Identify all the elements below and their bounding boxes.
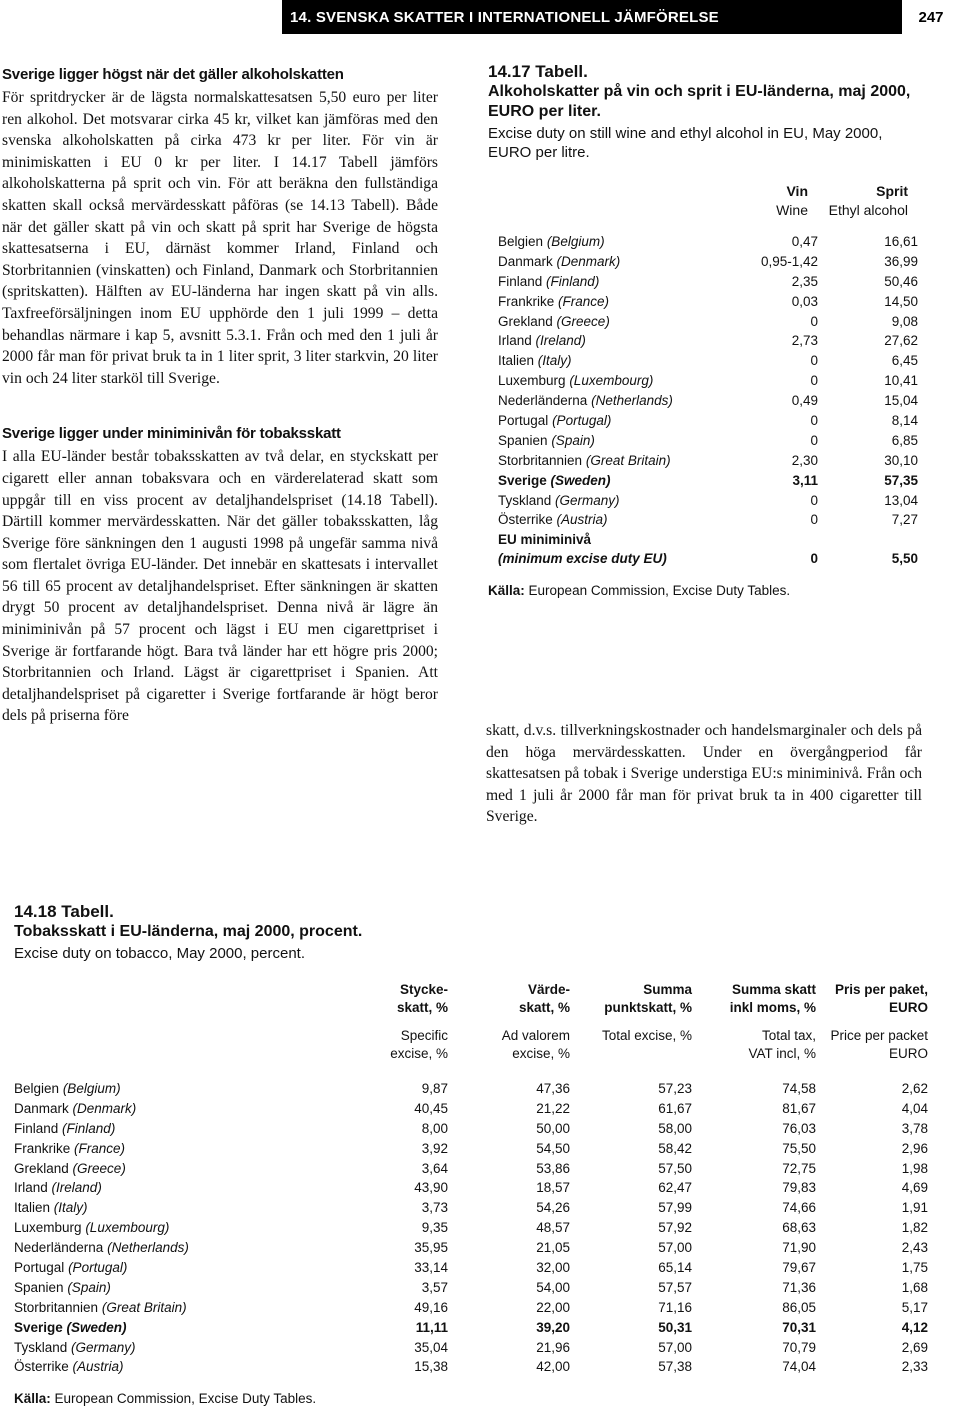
table-row [14, 1178, 930, 1198]
country-name: Spanien [14, 1279, 64, 1295]
country-name-en: (Great Britain) [101, 1299, 187, 1315]
country-cell [14, 1159, 320, 1179]
value-cell: 21,05 [536, 1240, 570, 1256]
country-name-en: (Portugal) [68, 1260, 128, 1276]
country-name: Portugal [498, 413, 549, 429]
country-name-en: (Germany) [555, 492, 620, 508]
section-heading-alcohol: Sverige ligger högst när det gäller alkoholskatten [2, 66, 344, 83]
col-header-sv1: Stycke- [399, 982, 448, 997]
col-header-sv1: Summa [643, 982, 692, 997]
sprit-value: 8,14 [891, 413, 918, 429]
country-name: Tyskland [14, 1339, 68, 1355]
country-name: Tyskland [498, 492, 552, 508]
eu-min-vin: 0 [810, 551, 818, 567]
value-cell: 58,00 [658, 1120, 692, 1136]
country-cell [498, 292, 724, 312]
country-cell [498, 411, 724, 431]
country-name-en: (Finland) [546, 273, 600, 289]
value-cell: 15,38 [414, 1359, 448, 1375]
sprit-value: 50,46 [884, 273, 918, 289]
value-cell: 86,05 [782, 1299, 816, 1315]
table-source [14, 1391, 930, 1406]
table-body [488, 232, 916, 530]
country-cell [14, 1338, 320, 1358]
col-header [816, 981, 928, 1063]
vin-value: 0 [810, 432, 818, 448]
value-cell: 76,03 [782, 1120, 816, 1136]
value-cell: 3,73 [421, 1200, 448, 1216]
value-cell: 22,00 [536, 1299, 570, 1315]
sprit-value: 36,99 [884, 253, 918, 269]
value-cell: 2,33 [901, 1359, 928, 1375]
country-cell [498, 491, 724, 511]
col-header-sv1: Värde- [527, 982, 570, 997]
table-row [488, 391, 916, 411]
value-cell: 74,66 [782, 1200, 816, 1216]
col-header-sv1: Pris per paket, [834, 982, 928, 997]
col-header [320, 981, 448, 1063]
value-cell: 4,04 [901, 1100, 928, 1116]
eu-min-row [488, 549, 916, 569]
value-cell: 3,64 [421, 1160, 448, 1176]
col-header-sv2: punktskatt, % [604, 1000, 692, 1015]
col-header-sv2: skatt, % [518, 1000, 570, 1015]
value-cell: 48,57 [536, 1220, 570, 1236]
country-name-en: (Netherlands) [107, 1240, 189, 1256]
sprit-value: 7,27 [891, 512, 918, 528]
value-cell: 21,96 [536, 1339, 570, 1355]
vin-value: 2,35 [791, 273, 818, 289]
col-header [692, 981, 816, 1063]
country-name-en: (Luxembourg) [569, 373, 654, 389]
country-cell [14, 1178, 320, 1198]
country-name-en: (Portugal) [552, 413, 612, 429]
table-row [14, 1258, 930, 1278]
country-cell [14, 1298, 320, 1318]
vin-value: 0,03 [791, 293, 818, 309]
table-row [488, 431, 916, 451]
value-cell: 1,68 [901, 1279, 928, 1295]
col-header-en1: Specific [400, 1028, 448, 1043]
value-cell: 33,14 [414, 1260, 448, 1276]
country-name: Luxemburg [14, 1220, 82, 1236]
country-name: Danmark [498, 253, 553, 269]
col-header-en2: EURO [888, 1046, 928, 1061]
table-row [14, 1357, 930, 1377]
value-cell: 40,45 [414, 1100, 448, 1116]
country-name: Storbritannien [14, 1299, 99, 1315]
table-row [14, 1318, 930, 1338]
value-cell: 70,79 [782, 1339, 816, 1355]
value-cell: 79,67 [782, 1260, 816, 1276]
col-header-sv2: inkl moms, % [729, 1000, 816, 1015]
table-row [14, 1159, 930, 1179]
value-cell: 2,43 [901, 1240, 928, 1256]
country-name-en: (Austria) [72, 1359, 124, 1375]
value-cell: 54,50 [536, 1140, 570, 1156]
value-cell: 47,36 [536, 1081, 570, 1096]
country-name-en: (Belgium) [546, 234, 605, 249]
sprit-value: 6,45 [891, 353, 918, 369]
col-header-en1: Price per packet [830, 1028, 928, 1043]
table-row [14, 1139, 930, 1159]
value-cell: 1,75 [901, 1260, 928, 1276]
table-row [488, 232, 916, 252]
value-cell: 74,58 [782, 1081, 816, 1096]
value-cell: 79,83 [782, 1180, 816, 1196]
value-cell: 49,16 [414, 1299, 448, 1315]
table-row [14, 1099, 930, 1119]
country-cell [14, 1079, 320, 1099]
country-name: Finland [14, 1120, 59, 1136]
value-cell: 57,50 [658, 1160, 692, 1176]
vin-value: 0 [810, 512, 818, 528]
table-row [488, 510, 916, 530]
value-cell: 2,69 [901, 1339, 928, 1355]
country-cell [498, 272, 724, 292]
country-name: Portugal [14, 1260, 65, 1276]
value-cell: 75,50 [782, 1140, 816, 1156]
value-cell: 1,98 [901, 1160, 928, 1176]
source-label: Källa: [488, 583, 525, 599]
sprit-value: 13,04 [884, 492, 918, 508]
country-name-en: (France) [74, 1140, 126, 1156]
table-source [488, 583, 916, 598]
table-row [14, 1298, 930, 1318]
value-cell: 57,57 [658, 1279, 692, 1295]
page-number: 247 [902, 0, 960, 34]
country-name-en: (Denmark) [72, 1100, 137, 1116]
left-column [2, 66, 438, 727]
table-number: 14.17 Tabell. [488, 62, 588, 81]
value-cell: 32,00 [536, 1260, 570, 1276]
value-cell: 18,57 [536, 1180, 570, 1196]
value-cell: 8,00 [421, 1120, 448, 1136]
table-title: Tobaksskatt i EU-länderna, maj 2000, procent. [14, 923, 363, 940]
col-header-en2: VAT incl, % [748, 1046, 816, 1061]
country-name: Nederländerna [498, 393, 588, 409]
country-name: Grekland [14, 1160, 69, 1176]
country-name-en: (Finland) [62, 1120, 116, 1136]
col-header-sv2: skatt, % [396, 1000, 448, 1015]
value-cell: 50,00 [536, 1120, 570, 1136]
col-header-sv1: Summa skatt [731, 982, 816, 997]
paragraph-alcohol: För spritdrycker är de lägsta normalskattesatsen 5,50 euro per liter ren alkohol. Det motsvarar cirka 45 kr, vilket kan jämföras med den svenska alkoholskatten på cirka 473 kr per liter. För vin är minimiskatten i EU 0 kr per liter. I 14.17 Tabell jämförs alkoholskatterna på sprit och vin. För att beräkna den fullständiga skatten skall också mervärdesskatt påföras (se 14.13 Tabell). Både när det gäller skatt på vin och skatt på sprit har Sverige de högsta skattesatserna i EU, därnäst kommer Irland, Finland och Storbritannien (vinskatten) och Finland, Danmark och Storbritannien (spritskatten). Hälften av EU-länderna har ingen skatt på vin alls. Taxfreeförsäljningen inom EU upphörde den 1 juli 1999 – detta behandlas närmare i kap 5, avsnitt 5.3.1. Från och med den 1 juli år 2000 får man för privat bruk ta in 1 liter sprit, 3 liter starkvin, 20 liter vin och 24 liter starköl till Sverige. [2, 89, 438, 387]
value-cell: 50,31 [658, 1319, 692, 1335]
sprit-value: 16,61 [884, 234, 918, 249]
sprit-value: 27,62 [884, 333, 918, 349]
vin-value: 0 [810, 313, 818, 329]
country-name-en: (Ireland) [535, 333, 586, 349]
sprit-value: 15,04 [884, 393, 918, 409]
value-cell: 9,87 [421, 1081, 448, 1096]
country-cell [14, 1119, 320, 1139]
sprit-value: 6,85 [891, 432, 918, 448]
country-name: Österrike [14, 1359, 69, 1375]
sprit-value: 30,10 [884, 452, 918, 468]
table-row [488, 491, 916, 511]
value-cell: 1,82 [901, 1220, 928, 1236]
value-cell: 3,57 [421, 1279, 448, 1295]
country-cell [498, 312, 724, 332]
country-cell [498, 471, 724, 491]
value-cell: 81,67 [782, 1100, 816, 1116]
table-row [14, 1338, 930, 1358]
sprit-value: 57,35 [884, 472, 918, 488]
col-header-wine: Wine [776, 202, 808, 218]
country-name: Irland [14, 1180, 48, 1196]
col-header-en1: Total tax, [761, 1028, 816, 1043]
table-subtitle: Excise duty on still wine and ethyl alcohol in EU, May 2000, EURO per litre. [488, 125, 883, 161]
header-band [282, 0, 900, 34]
value-cell: 35,95 [414, 1240, 448, 1256]
value-cell: 43,90 [414, 1180, 448, 1196]
value-cell: 2,62 [901, 1081, 928, 1096]
country-name: Österrike [498, 512, 553, 528]
col-header [448, 981, 570, 1063]
value-cell: 2,96 [901, 1140, 928, 1156]
table-row [488, 312, 916, 332]
col-header-vin: Vin [786, 183, 808, 199]
country-name: Finland [498, 273, 543, 289]
value-cell: 58,42 [658, 1140, 692, 1156]
value-cell: 74,04 [782, 1359, 816, 1375]
country-cell [14, 1357, 320, 1377]
country-name-en: (Italy) [53, 1200, 88, 1216]
chapter-title: 14. SVENSKA SKATTER I INTERNATIONELL JÄMFÖRELSE [290, 8, 719, 26]
paragraph-tobacco: I alla EU-länder består tobaksskatten av två delar, en styckskatt per cigarett eller annan tobaksvara och en värderelaterad skatt som uppgår till en viss procent av detaljhandelspriset (14.18 Tabell). Därtill kommer mervärdesskatten. När det gäller tobaksskatten, låg Sverige före sänkningen den 1 augusti 1998 på ungefär samma nivå som flertalet övriga EU-länder. Det innebär en skattesats i intervallet 56 till 65 procent av detaljhandelspriset. Efter sänkningen är skatten drygt 50 procent av detaljhandelspriset. Denna nivå är lägre än miniminivån på 57 procent och lägst i EU men cigarettpriset i Sverige är fortfarande högt. Bara två länder har ett högre pris 2000; Storbritannien och Irland. Lägst är cigarettpriset i Spanien. Att detaljhandelspriset på cigaretter i Sverige fortfarande är högt beror dels på priserna före [2, 448, 438, 725]
value-cell: 57,00 [658, 1339, 692, 1355]
value-cell: 1,91 [901, 1200, 928, 1216]
country-cell [498, 391, 724, 411]
value-cell: 35,04 [414, 1339, 448, 1355]
country-name-en: (Greece) [72, 1160, 126, 1176]
table-row [488, 252, 916, 272]
country-cell [14, 1198, 320, 1218]
country-name-en: (Italy) [537, 353, 572, 369]
value-cell: 11,11 [415, 1319, 448, 1335]
country-cell [498, 252, 724, 272]
vin-value: 0 [810, 492, 818, 508]
vin-value: 2,30 [791, 452, 818, 468]
table-row [488, 451, 916, 471]
col-header-sv2: EURO [888, 1000, 928, 1015]
header-spacer [14, 981, 320, 1063]
vin-value: 0 [810, 353, 818, 369]
table-row [14, 1119, 930, 1139]
table-header [14, 981, 930, 1063]
country-cell [498, 451, 724, 471]
value-cell: 3,78 [901, 1120, 928, 1136]
country-name: Sverige [14, 1319, 63, 1335]
table-row [488, 411, 916, 431]
value-cell: 68,63 [782, 1220, 816, 1236]
table-body [14, 1079, 930, 1377]
table-row [488, 471, 916, 491]
country-name: Italien [498, 353, 535, 369]
country-name-en: (Netherlands) [591, 393, 673, 409]
value-cell: 4,69 [901, 1180, 928, 1196]
country-cell [498, 351, 724, 371]
country-cell [14, 1238, 320, 1258]
table-row [14, 1238, 930, 1258]
sprit-value: 14,50 [884, 293, 918, 309]
table-14-17 [488, 62, 916, 598]
country-cell [498, 431, 724, 451]
value-cell: 3,92 [421, 1140, 448, 1156]
table-row [488, 292, 916, 312]
country-cell [498, 232, 724, 252]
table-row [488, 351, 916, 371]
country-name-en: (Sweden) [550, 472, 611, 488]
vin-value: 0 [810, 413, 818, 429]
vin-value: 0,95-1,42 [760, 253, 818, 269]
value-cell: 62,47 [658, 1180, 692, 1196]
country-cell [498, 331, 724, 351]
country-cell [14, 1099, 320, 1119]
value-cell: 54,26 [536, 1200, 570, 1216]
value-cell: 61,67 [658, 1100, 692, 1116]
eu-min-label: EU miniminivå [498, 532, 592, 548]
value-cell: 70,31 [782, 1319, 816, 1335]
value-cell: 57,92 [658, 1220, 692, 1236]
table-row [488, 272, 916, 292]
table-row [488, 371, 916, 391]
table-subtitle: Excise duty on tobacco, May 2000, percent. [14, 945, 305, 962]
country-name-en: (Spain) [551, 432, 595, 448]
country-cell [498, 371, 724, 391]
value-cell: 72,75 [782, 1160, 816, 1176]
table-header [488, 182, 916, 220]
country-name-en: (Great Britain) [585, 452, 671, 468]
value-cell: 57,38 [658, 1359, 692, 1375]
country-name: Grekland [498, 313, 553, 329]
value-cell: 57,00 [658, 1240, 692, 1256]
value-cell: 5,17 [901, 1299, 928, 1315]
country-name: Sverige [498, 472, 547, 488]
table-title: Alkoholskatter på vin och sprit i EU-länderna, maj 2000, EURO per liter. [488, 83, 911, 120]
value-cell: 9,35 [421, 1220, 448, 1236]
country-cell [14, 1258, 320, 1278]
country-name: Luxemburg [498, 373, 566, 389]
country-name: Belgien [498, 234, 544, 249]
country-name-en: (Spain) [67, 1279, 111, 1295]
value-cell: 65,14 [658, 1260, 692, 1276]
value-cell: 57,23 [658, 1081, 692, 1096]
sprit-value: 9,08 [891, 313, 918, 329]
col-header-sprit: Sprit [876, 183, 908, 199]
country-cell [14, 1278, 320, 1298]
section-heading-tobacco: Sverige ligger under miniminivån för tobaksskatt [2, 425, 341, 443]
country-name-en: (Greece) [556, 313, 610, 329]
country-name: Frankrike [498, 293, 555, 309]
col-header-ethyl: Ethyl alcohol [828, 202, 908, 218]
country-name: Danmark [14, 1100, 69, 1116]
country-name-en: (Austria) [556, 512, 608, 528]
country-cell [14, 1318, 320, 1338]
table-row [14, 1218, 930, 1238]
country-name-en: (Sweden) [66, 1319, 127, 1335]
col-header-en2: excise, % [390, 1046, 448, 1061]
value-cell: 53,86 [536, 1160, 570, 1176]
table-14-18 [14, 902, 930, 1406]
value-cell: 71,90 [782, 1240, 816, 1256]
table-row [488, 331, 916, 351]
value-cell: 57,99 [658, 1200, 692, 1216]
col-header-en1: Total excise, % [601, 1028, 692, 1043]
source-label: Källa: [14, 1391, 51, 1407]
col-header-en1: Ad valorem [501, 1028, 570, 1043]
table-number: 14.18 Tabell. [14, 902, 114, 921]
vin-value: 2,73 [791, 333, 818, 349]
sprit-value: 10,41 [884, 373, 918, 389]
country-name: Storbritannien [498, 452, 583, 468]
vin-value: 0 [810, 373, 818, 389]
country-name-en: (Belgium) [62, 1081, 121, 1096]
value-cell: 4,12 [901, 1319, 928, 1335]
col-header [570, 981, 692, 1063]
country-name: Frankrike [14, 1140, 71, 1156]
eu-min-sprit: 5,50 [891, 551, 918, 567]
source-text: European Commission, Excise Duty Tables. [54, 1391, 317, 1407]
country-cell [498, 510, 724, 530]
vin-value: 0,47 [791, 234, 818, 249]
vin-value: 3,11 [792, 472, 818, 488]
table-row [14, 1278, 930, 1298]
right-column [486, 720, 922, 828]
paragraph-continued: skatt, d.v.s. tillverkningskostnader och handelsmarginaler och dels på den höga mervärdesskatten. Under en övergångperiod får skattesatsen på tobak i Sverige understiga EU:s miniminivå. Från och med 1 juli år 2000 får man för privat bruk ta in 400 cigaretter till Sverige. [486, 722, 922, 826]
eu-min-label-en: (minimum excise duty EU) [498, 551, 667, 567]
country-name: Belgien [14, 1081, 60, 1096]
value-cell: 54,00 [536, 1279, 570, 1295]
country-name-en: (Ireland) [51, 1180, 102, 1196]
header-blank [0, 0, 282, 34]
country-name: Italien [14, 1200, 51, 1216]
source-text: European Commission, Excise Duty Tables. [528, 583, 791, 599]
value-cell: 39,20 [536, 1319, 570, 1335]
value-cell: 21,22 [536, 1100, 570, 1116]
page-header [0, 0, 960, 34]
country-cell [14, 1218, 320, 1238]
country-name-en: (Denmark) [556, 253, 621, 269]
value-cell: 42,00 [536, 1359, 570, 1375]
value-cell: 71,36 [782, 1279, 816, 1295]
country-name-en: (France) [558, 293, 610, 309]
country-name-en: (Germany) [71, 1339, 136, 1355]
country-cell [14, 1139, 320, 1159]
vin-value: 0,49 [791, 393, 818, 409]
value-cell: 71,16 [658, 1299, 692, 1315]
country-name: Irland [498, 333, 532, 349]
table-row [14, 1079, 930, 1099]
table-row [14, 1198, 930, 1218]
country-name: Spanien [498, 432, 548, 448]
country-name-en: (Luxembourg) [85, 1220, 170, 1236]
country-name: Nederländerna [14, 1240, 104, 1256]
col-header-en2: excise, % [512, 1046, 570, 1061]
